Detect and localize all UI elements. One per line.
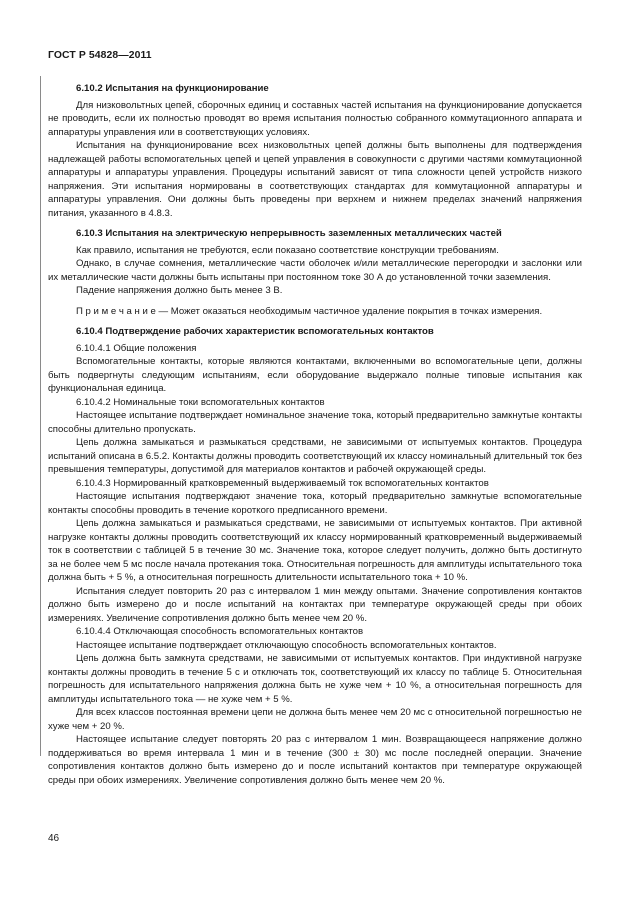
standard-header: ГОСТ Р 54828—2011 — [48, 50, 152, 61]
note-label: П р и м е ч а н и е — [76, 305, 156, 317]
paragraph: Испытания на функционирование всех низковольтных цепей должны быть выполнены для подтверждения надлежащей работы вспомогательных цепей и цепей управления в совокупности с другими частями коммутационной аппаратуры и аппаратуры управления. Процедуры испытаний зависят от типа сложности цепей устройств низкого напряжения. Эти испытания нормированы в соответствующих стандартах для коммутационной аппаратуры и аппаратуры управления. Они должны быть проведены при верхнем и нижнем пределах значений напряжения питания, указанного в 4.8.3. — [48, 140, 582, 219]
page-number: 46 — [48, 833, 60, 844]
paragraph: Настоящие испытания подтверждают значение тока, который предварительно замкнутые вспомогательные контакты способны проводить в течение короткого предписанного времени. — [48, 491, 582, 516]
document-body — [48, 82, 582, 787]
paragraph: Настоящее испытание следует повторять 20 раз с интервалом 1 мин. Возвращающееся напряжение должно поддерживаться во время интервала 1 мин и в течение (300 ± 30) мс после последней операции. Значение сопротивления контактов должно быть измерено до и после испытаний контактов при температуре окружающей среды при обоих измерениях. Увеличение сопротивления должно быть менее чем 20 %. — [48, 734, 582, 786]
margin-rule — [40, 76, 41, 756]
paragraph: Цепь должна замыкаться и размыкаться средствами, не зависимыми от испытуемых контактов. При активной нагрузке контакты должны проводить соответствующий их классу нормированный кратковременный выдерживаемый ток в соответствии с таблицей 5 в течение 30 мс. Значение тока, которое следует получить, должно быть достигнуто за не более чем 5 мс после начала протекания тока. Относительная погрешность для амплитуды испытательного тока должна быть + 5 %, а относительная погрешность длительности испытательного тока + 10 %. — [48, 518, 582, 583]
section-6-10-2-title: 6.10.2 Испытания на функционирование — [76, 83, 269, 94]
section-6-10-4-title: 6.10.4 Подтверждение рабочих характеристик вспомогательных контактов — [76, 326, 434, 337]
section-6-10-3-title: 6.10.3 Испытания на электрическую непрерывность заземленных металлических частей — [76, 228, 502, 239]
paragraph: Для всех классов постоянная времени цепи не должна быть менее чем 20 мс с относительной погрешностью не хуже чем + 20 %. — [48, 707, 582, 732]
subsection-title: 6.10.4.3 Нормированный кратковременный выдерживаемый ток вспомогательных контактов — [76, 477, 489, 489]
paragraph: Испытания следует повторить 20 раз с интервалом 1 мин между опытами. Значение сопротивления контактов должно быть измерено до и после испытаний на контактах при температуре окружающей среды при обоих измерениях. Увеличение сопротивления должно быть менее чем 20 %. — [48, 585, 582, 624]
subsection-title: 6.10.4.4 Отключающая способность вспомогательных контактов — [76, 626, 364, 637]
paragraph: Настоящее испытание подтверждает номинальное значение тока, который предварительно замкнутые контакты способны длительно пропускать. — [48, 410, 582, 435]
paragraph: Настоящее испытание подтверждает отключающую способность вспомогательных контактов. — [76, 639, 497, 651]
paragraph: Падение напряжения должно быть менее 3 В. — [76, 285, 283, 296]
paragraph: Для низковольтных цепей, сборочных единиц и составных частей испытания на функционирование допускается не проводить, если их полностью проводят во время испытания полностью собранного коммутационного аппарата и аппаратуры управления или в соответствующих условиях. — [48, 99, 582, 138]
paragraph: Цепь должна быть замкнута средствами, не зависимыми от испытуемых контактов. При индуктивной нагрузке контакты должны проводить в течение 5 с и отключать ток, соответствующий их классу по таблице 5. Относительная погрешность для испытательного напряжения должна быть не хуже чем + 10 %, а относительная погрешность для амплитуды испытательного тока — не хуже чем + 5 %. — [48, 653, 582, 705]
paragraph: Однако, в случае сомнения, металлические части оболочек и/или металлические перегородки и заслонки или их металлические части должны быть испытаны при постоянном токе 30 А до установленной точки заземления. — [48, 258, 582, 283]
paragraph: Вспомогательные контакты, которые являются контактами, включенными во вспомогательные цепи, должны быть подвергнуты следующим испытаниям, если оборудование выдержало полные типовые испытания как функциональная единица. — [48, 356, 582, 394]
paragraph: Цепь должна замыкаться и размыкаться средствами, не зависимыми от испытуемых контактов. Процедура испытаний описана в 6.5.2. Контакты должны проводить соответствующий их классу номинальный длительный ток без превышения температуры, допустимой для материалов контактов и рабочей окружающей среды. — [48, 437, 582, 475]
subsection-title: 6.10.4.1 Общие положения — [76, 342, 197, 354]
subsection-title: 6.10.4.2 Номинальные токи вспомогательных контактов — [76, 396, 325, 408]
note-text: — Может оказаться необходимым частичное удаление покрытия в точках измерения. — [155, 305, 543, 317]
paragraph: Как правило, испытания не требуются, если показано соответствие конструкции требованиям. — [76, 244, 499, 256]
note — [48, 305, 582, 319]
